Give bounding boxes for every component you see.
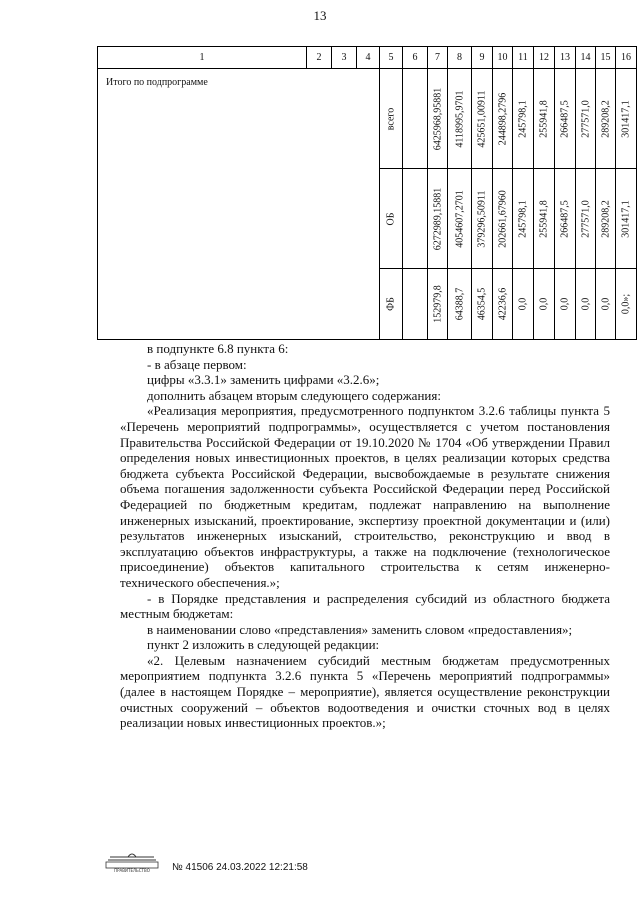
empty-cell bbox=[403, 269, 428, 340]
empty-cell bbox=[403, 69, 428, 169]
funding-type-cell: ОБ bbox=[380, 169, 403, 269]
funding-type-cell: ФБ bbox=[380, 269, 403, 340]
value-cell: 245798,1 bbox=[513, 69, 534, 169]
column-number-cell: 2 bbox=[307, 47, 332, 69]
column-number-cell: 11 bbox=[513, 47, 534, 69]
value-cell: 425651,00911 bbox=[472, 69, 493, 169]
column-number-cell: 7 bbox=[428, 47, 448, 69]
value-cell: 46354,5 bbox=[472, 269, 493, 340]
column-number-cell: 4 bbox=[357, 47, 380, 69]
value-cell: 0,0 bbox=[576, 269, 596, 340]
government-stamp-icon bbox=[100, 851, 164, 873]
value-cell: 4118995,9701 bbox=[448, 69, 472, 169]
paragraph: - в абзаце первом: bbox=[147, 356, 247, 372]
paragraph: пункт 2 изложить в следующей редакции: bbox=[147, 637, 380, 653]
value-cell: 42236,6 bbox=[493, 269, 513, 340]
column-number-cell: 16 bbox=[616, 47, 637, 69]
column-number-cell: 6 bbox=[403, 47, 428, 69]
table-header-row bbox=[98, 47, 637, 69]
paragraph: - в Порядке представления и распределения субсидий из областного бюджета местным бюджетам: bbox=[120, 590, 610, 622]
value-cell: 244898,2796 bbox=[493, 69, 513, 169]
value-cell: 152979,8 bbox=[428, 269, 448, 340]
value-cell: 6425968,95881 bbox=[428, 69, 448, 169]
paragraph: «2. Целевым назначением субсидий местным бюджетам предусмотренных мероприятием подпункта 3.2.6 пункта 5 «Перечень мероприятий подпрограммы» (далее в настоящем Порядке – мероприятие), является осуществление реконструкции очистных сооружений – объектов водоотведения и очистки сточных вод в целях реализации новых инвестиционных проектов.»; bbox=[120, 652, 610, 731]
value-cell: 0,0 bbox=[534, 269, 555, 340]
value-cell: 266487,5 bbox=[555, 169, 576, 269]
value-cell: 277571,0 bbox=[576, 169, 596, 269]
value-cell: 0,0 bbox=[596, 269, 616, 340]
column-number-cell: 3 bbox=[332, 47, 357, 69]
column-number-cell: 10 bbox=[493, 47, 513, 69]
paragraph: дополнить абзацем вторым следующего содержания: bbox=[147, 387, 441, 403]
value-cell: 0,0 bbox=[555, 269, 576, 340]
row-label-cell: Итого по подпрограмме bbox=[98, 69, 380, 340]
paragraph: в подпункте 6.8 пункта 6: bbox=[147, 341, 289, 356]
svg-text:ПРАВИТЕЛЬСТВО: ПРАВИТЕЛЬСТВО bbox=[114, 868, 150, 873]
funding-type-cell: всего bbox=[380, 69, 403, 169]
value-cell: 6272989,15881 bbox=[428, 169, 448, 269]
page-number: 13 bbox=[313, 8, 327, 23]
column-number-cell: 12 bbox=[534, 47, 555, 69]
empty-cell bbox=[403, 169, 428, 269]
column-number-cell: 9 bbox=[472, 47, 493, 69]
value-cell: 0,0 bbox=[513, 269, 534, 340]
column-number-cell: 15 bbox=[596, 47, 616, 69]
paragraph: «Реализация мероприятия, предусмотренного подпунктом 3.2.6 таблицы пункта 5 «Перечень мероприятий подпрограммы», осуществляется с учетом постановления Правительства Российской Федерации от 19.10.2020 № 1704 «Об утверждении Правил определения новых инвестиционных проектов, в целях реализации которых средства бюджета субъекта Российской Федерации, высвобождаемые в результате снижения объема погашения задолженности субъекта Российской Федерации перед Российской Федерацией по бюджетным кредитам, подлежат направлению на выполнение инженерных изысканий, проектирование, экспертизу проектной документации и (или) результатов инженерных изысканий, строительство, реконструкцию и ввод в эксплуатацию объектов инфраструктуры, а также на подключение (технологическое присоединение) объектов капитального строительства к сетям инженерно- технического обеспечения.»; bbox=[120, 403, 610, 590]
subprogram-table bbox=[97, 46, 637, 340]
value-cell: 301417,1 bbox=[616, 169, 637, 269]
column-number-cell: 13 bbox=[555, 47, 576, 69]
column-number-cell: 8 bbox=[448, 47, 472, 69]
registration-number: № 41506 24.03.2022 12:21:58 bbox=[172, 862, 308, 873]
document-body bbox=[120, 341, 610, 731]
paragraph: цифры «3.3.1» заменить цифрами «3.2.6»; bbox=[147, 372, 380, 388]
value-cell: 277571,0 bbox=[576, 69, 596, 169]
value-cell: 255941,8 bbox=[534, 169, 555, 269]
value-cell: 0,0»; bbox=[616, 269, 637, 340]
table-row bbox=[98, 69, 637, 169]
value-cell: 379296,50911 bbox=[472, 169, 493, 269]
value-cell: 289208,2 bbox=[596, 69, 616, 169]
value-cell: 289208,2 bbox=[596, 169, 616, 269]
value-cell: 245798,1 bbox=[513, 169, 534, 269]
value-cell: 202661,67960 bbox=[493, 169, 513, 269]
value-cell: 266487,5 bbox=[555, 69, 576, 169]
footer bbox=[100, 851, 520, 881]
value-cell: 301417,1 bbox=[616, 69, 637, 169]
value-cell: 255941,8 bbox=[534, 69, 555, 169]
column-number-cell: 1 bbox=[98, 47, 307, 69]
paragraph: в наименовании слово «представления» заменить словом «предоставления»; bbox=[147, 621, 573, 637]
value-cell: 64388,7 bbox=[448, 269, 472, 340]
column-number-cell: 14 bbox=[576, 47, 596, 69]
value-cell: 4054607,2701 bbox=[448, 169, 472, 269]
column-number-cell: 5 bbox=[380, 47, 403, 69]
